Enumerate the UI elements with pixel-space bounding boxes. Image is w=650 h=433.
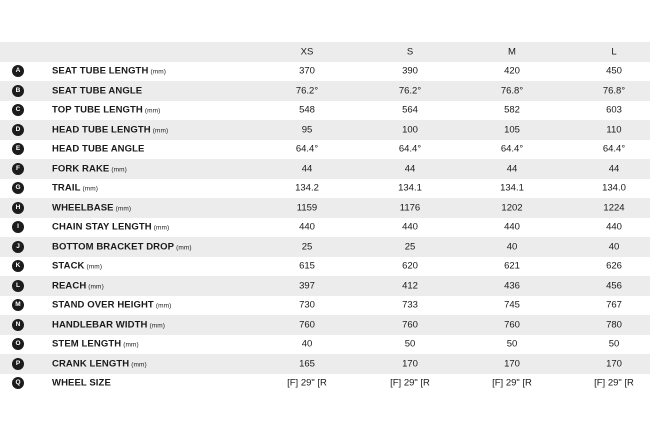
row-value: [F] 29" [R [390,377,430,389]
row-label-text: WHEELBASE [52,202,114,214]
row-letter-badge: B [12,85,24,97]
row-value: 134.1 [500,182,524,194]
row-label-text: TOP TUBE LENGTH [52,104,143,116]
row-value: 397 [299,280,315,292]
row-unit: (mm) [123,341,139,349]
row-unit: (mm) [88,283,104,291]
table-row [0,296,650,316]
row-value: 44 [608,163,620,175]
row-unit: (mm) [153,224,170,232]
row-letter-badge: I [12,221,24,233]
row-label [52,202,131,213]
row-value: 50 [506,338,518,350]
table-row [0,62,650,82]
row-value: 76.2° [295,85,319,97]
size-header-m: M [508,46,516,58]
table-row [0,237,650,257]
row-value: 110 [606,124,622,136]
row-value: 412 [402,280,418,292]
row-value: 64.4° [295,143,319,155]
row-value: 440 [504,221,520,233]
row-label [52,222,169,233]
row-letter-badge: P [12,358,24,370]
row-letter-badge: L [12,280,24,292]
row-label [52,66,166,77]
row-letter-badge: E [12,143,24,155]
row-value: 95 [301,124,313,136]
row-letter-badge: N [12,319,24,331]
row-value: 603 [606,104,622,116]
row-value: 76.8° [602,85,626,97]
table-row [0,315,650,335]
row-value: 440 [402,221,418,233]
row-label-text: STACK [52,260,85,272]
row-label-text: HEAD TUBE ANGLE [52,143,145,155]
row-label [52,163,127,174]
row-label-text: HANDLEBAR WIDTH [52,319,148,331]
row-label [52,105,160,116]
table-row [0,120,650,140]
row-unit: (mm) [131,361,147,369]
row-unit: (mm) [82,185,99,193]
row-letter-badge: F [12,163,24,175]
row-value: 44 [404,163,416,175]
row-label-text: CRANK LENGTH [52,358,130,370]
row-value: 105 [504,124,520,136]
row-label-text: SEAT TUBE LENGTH [52,65,149,77]
row-value: 548 [299,104,315,116]
row-letter-badge: M [12,299,24,311]
row-value: [F] 29" [R [594,377,634,389]
row-value: 134.0 [602,182,626,194]
row-value: 170 [606,358,622,370]
row-label [52,339,139,350]
row-value: 1176 [399,202,421,214]
row-value: 420 [504,65,520,77]
row-value: 440 [299,221,315,233]
row-value: 450 [606,65,622,77]
geometry-rows [0,62,650,394]
row-value: 76.8° [500,85,524,97]
table-row [0,257,650,277]
row-label-text: SEAT TUBE ANGLE [52,85,143,97]
row-value: 134.2 [295,182,319,194]
row-value: 390 [402,65,418,77]
row-label-text: BOTTOM BRACKET DROP [52,241,175,253]
geometry-table [0,42,650,393]
row-label-text: WHEEL SIZE [52,377,111,389]
row-value: 767 [606,299,622,311]
row-letter-badge: D [12,124,24,136]
row-label [52,85,144,96]
table-row [0,335,650,355]
table-row [0,101,650,121]
table-row [0,218,650,238]
row-value: [F] 29" [R [492,377,532,389]
row-label-text: FORK RAKE [52,163,110,175]
row-label [52,261,102,272]
row-label [52,280,104,291]
row-value: 40 [608,241,620,253]
row-value: 100 [402,124,418,136]
row-label-text: STAND OVER HEIGHT [52,299,154,311]
row-letter-badge: J [12,241,24,253]
row-value: 760 [504,319,520,331]
size-header-row [0,42,650,62]
row-value: 50 [404,338,416,350]
table-row [0,374,650,394]
row-value: 440 [606,221,622,233]
row-value: 760 [299,319,315,331]
row-value: 64.4° [602,143,626,155]
row-unit: (mm) [149,322,165,330]
row-value: 44 [301,163,313,175]
row-label [52,378,113,389]
row-value: [F] 29" [R [287,377,327,389]
row-value: 626 [606,260,622,272]
size-header-l: L [611,46,617,58]
row-unit: (mm) [176,244,192,252]
row-value: 615 [299,260,315,272]
table-row [0,354,650,374]
row-value: 25 [301,241,313,253]
row-unit: (mm) [155,302,172,310]
row-value: 170 [402,358,418,370]
row-value: 40 [506,241,518,253]
size-header-xs: XS [300,46,314,58]
size-header-s: S [406,46,414,58]
row-letter-badge: C [12,104,24,116]
row-value: 582 [504,104,520,116]
row-value: 1224 [603,202,625,214]
row-value: 780 [606,319,622,331]
row-letter-badge: G [12,182,24,194]
row-value: 620 [402,260,418,272]
row-value: 564 [402,104,418,116]
row-value: 436 [504,280,520,292]
row-unit: (mm) [111,166,127,174]
row-value: 64.4° [500,143,524,155]
row-value: 64.4° [398,143,422,155]
row-letter-badge: Q [12,377,24,389]
table-row [0,140,650,160]
row-label [52,144,146,155]
row-label [52,319,165,330]
row-letter-badge: H [12,202,24,214]
row-value: 730 [299,299,315,311]
row-unit: (mm) [152,127,169,135]
row-value: 621 [504,260,520,272]
row-label-text: STEM LENGTH [52,338,122,350]
row-value: 44 [506,163,518,175]
row-unit: (mm) [115,205,132,213]
table-row [0,276,650,296]
row-value: 456 [606,280,622,292]
row-value: 50 [608,338,620,350]
row-unit: (mm) [86,263,103,271]
row-value: 134.1 [398,182,422,194]
row-label [52,183,98,194]
table-row [0,198,650,218]
row-label-text: TRAIL [52,182,81,194]
row-value: 170 [504,358,520,370]
row-value: 1159 [296,202,318,214]
row-label [52,124,168,135]
row-value: 1202 [501,202,523,214]
row-label [52,241,192,252]
table-row [0,81,650,101]
row-label-text: CHAIN STAY LENGTH [52,221,152,233]
row-value: 165 [299,358,315,370]
row-label [52,358,147,369]
row-label [52,300,171,311]
row-value: 733 [402,299,418,311]
row-value: 370 [299,65,315,77]
row-value: 40 [301,338,313,350]
row-label-text: REACH [52,280,87,292]
table-row [0,159,650,179]
row-value: 760 [402,319,418,331]
row-unit: (mm) [150,68,166,76]
row-value: 25 [404,241,416,253]
row-letter-badge: K [12,260,24,272]
row-value: 76.2° [398,85,422,97]
row-label-text: HEAD TUBE LENGTH [52,124,151,136]
row-unit: (mm) [144,107,161,115]
table-row [0,179,650,199]
row-letter-badge: O [12,338,24,350]
row-value: 745 [504,299,520,311]
row-letter-badge: A [12,65,24,77]
